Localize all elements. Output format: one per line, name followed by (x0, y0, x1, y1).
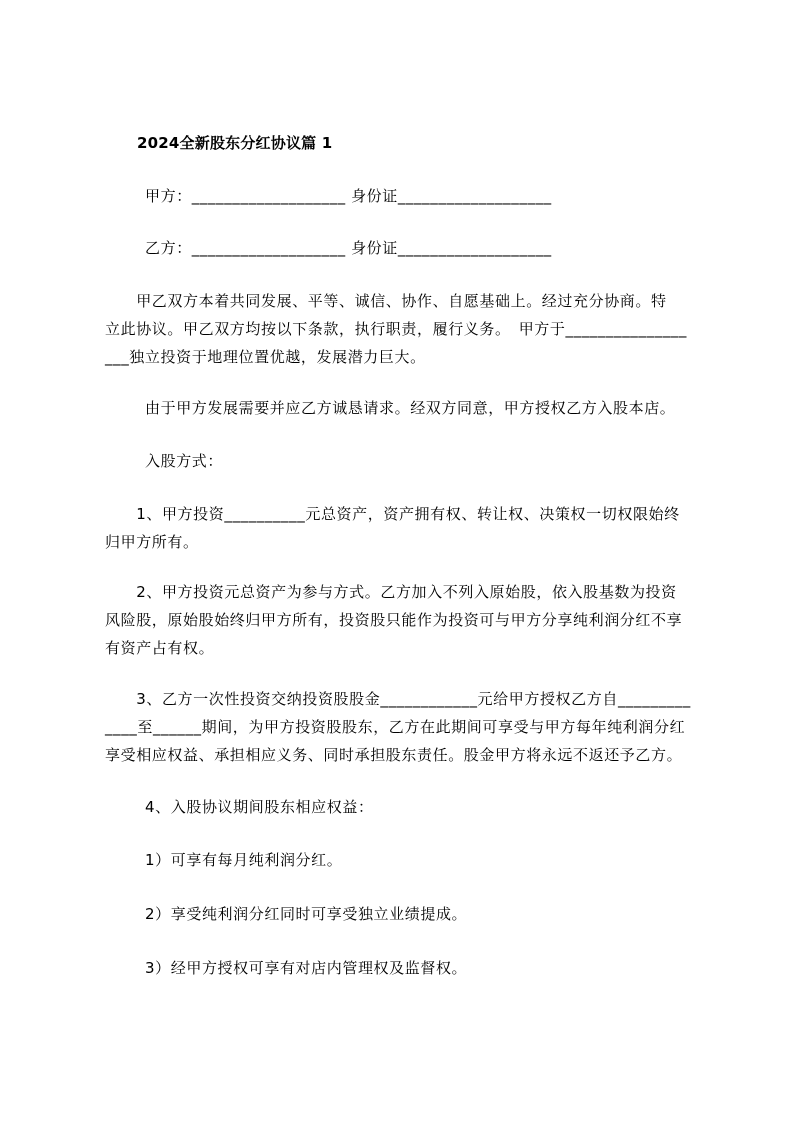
right-item: 2）享受纯利润分红同时可享受独立业绩提成。 (145, 905, 468, 923)
clause-row: 2、甲方投资元总资产为参与方式。乙方加入不列入原始股，依入股基数为投资 (105, 583, 677, 601)
method-heading: 入股方式： (145, 452, 224, 470)
clause-4-heading: 4、入股协议期间股东相应权益： (145, 798, 374, 816)
clause-row: 3、乙方一次性投资交纳投资股股金____________元给甲方授权乙方自_________ (105, 690, 691, 708)
clause-row: 有资产占有权。 (105, 639, 215, 657)
intro-paragraph (105, 287, 705, 371)
right-item: 3）经甲方授权可享有对店内管理权及监督权。 (145, 959, 468, 977)
clause-row: 1、甲方投资__________元总资产，资产拥有权、转让权、决策权一切权限始终 (105, 505, 680, 523)
clause-row: 归甲方所有。 (105, 533, 199, 551)
party-a-line: 甲方：___________________ 身份证___________________ (145, 187, 552, 205)
document-title: 2024全新股东分红协议篇 1 (137, 134, 333, 152)
clause-1 (105, 500, 705, 556)
clause-row: 享受相应权益、承担相应义务、同时承担股东责任。股金甲方将永远不返还予乙方。 (105, 746, 683, 764)
clause-2 (105, 578, 705, 662)
right-item: 1）可享有每月纯利润分红。 (145, 851, 343, 869)
intro-row: 甲乙双方本着共同发展、平等、诚信、协作、自愿基础上。经过充分协商。特 (105, 292, 667, 310)
clause-row: 风险股，原始股始终归甲方所有，投资股只能作为投资可与甲方分享纯利润分红不享 (105, 611, 683, 629)
party-b-line: 乙方：___________________ 身份证___________________ (145, 239, 552, 257)
authorization-paragraph: 由于甲方发展需要并应乙方诚恳请求。经双方同意，甲方授权乙方入股本店。 (145, 399, 676, 417)
intro-row: ___独立投资于地理位置优越，发展潜力巨大。 (105, 348, 426, 366)
clause-3 (105, 685, 705, 769)
intro-row: 立此协议。甲乙双方均按以下条款，执行职责，履行义务。 甲方于_______________ (105, 320, 688, 338)
clause-row: ____至______期间，为甲方投资股股东，乙方在此期间可享受与甲方每年纯利润分红 (105, 718, 686, 736)
